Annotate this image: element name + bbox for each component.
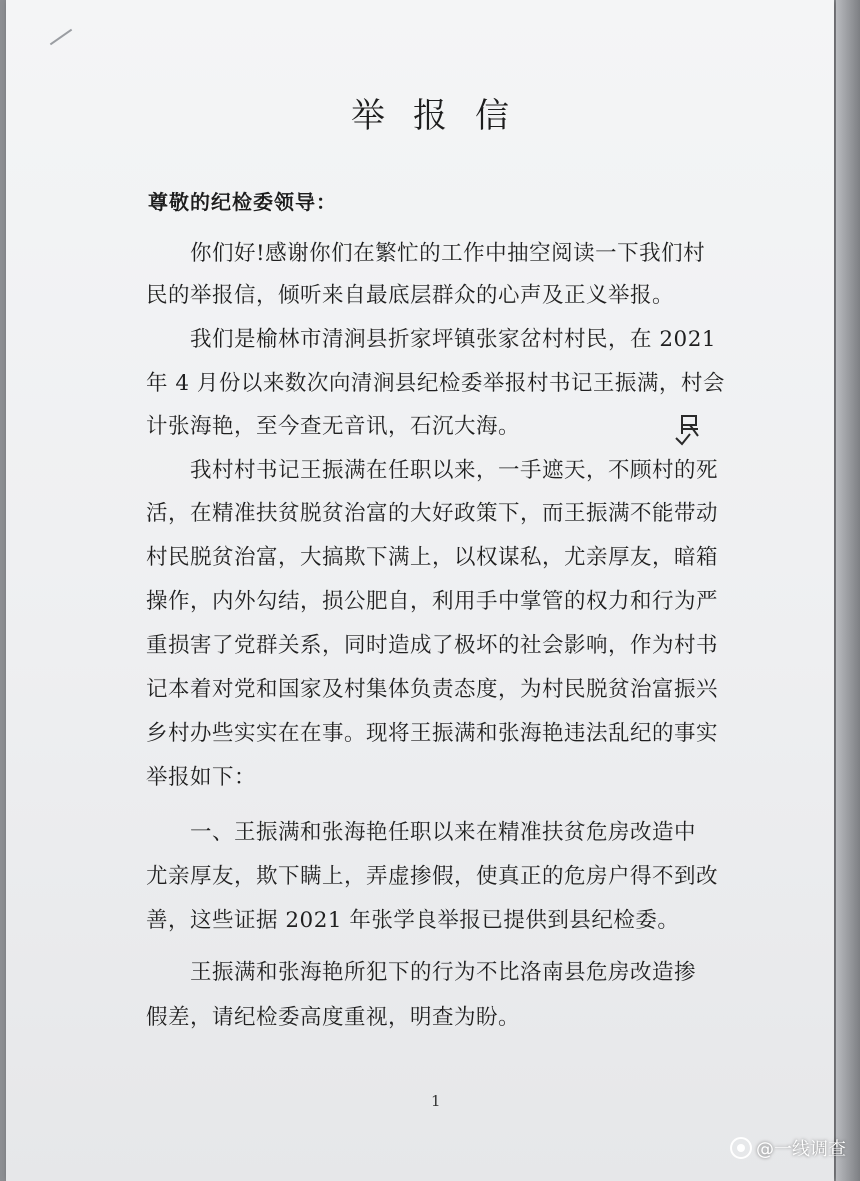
watermark-text: @一线调查 <box>756 1139 846 1160</box>
body-line: 假差，请纪检委高度重视，明查为盼。 <box>146 1005 521 1030</box>
toutiao-logo-icon <box>730 1137 752 1159</box>
body-line: 举报如下： <box>146 765 257 790</box>
document-title: 举报信 <box>351 96 537 136</box>
body-line: 我们是榆林市清涧县折家坪镇张家岔村村民，在 2021 <box>190 327 717 352</box>
body-line: 重损害了党群关系，同时造成了极坏的社会影响，作为村书 <box>146 633 719 658</box>
body-line: 年 4 月份以来数次向清涧县纪检委举报村书记王振满，村会 <box>146 371 725 396</box>
body-line: 善，这些证据 2021 年张学良举报已提供到县纪检委。 <box>146 908 680 933</box>
body-line: 尤亲厚友，欺下瞒上，弄虚掺假，使真正的危房户得不到改 <box>146 864 719 889</box>
body-line: 记本着对党和国家及村集体负责态度，为村民脱贫治富振兴 <box>146 677 719 702</box>
body-line: 我村村书记王振满在任职以来，一手遮天，不顾村的死 <box>190 458 719 483</box>
page-number: 1 <box>431 1092 441 1110</box>
body-line: 你们好!感谢你们在繁忙的工作中抽空阅读一下我们村 <box>190 241 706 266</box>
body-line: 活，在精准扶贫脱贫治富的大好政策下，而王振满不能带动 <box>146 501 719 526</box>
watermark <box>730 1135 846 1161</box>
body-line: 操作，内外勾结，损公肥自，利用手中掌管的权力和行为严 <box>146 589 719 614</box>
handwritten-insert <box>668 412 708 446</box>
page-stack-edge <box>836 0 860 1181</box>
body-line: 一、王振满和张海艳任职以来在精准扶贫危房改造中 <box>190 820 697 845</box>
body-line: 村民脱贫治富，大搞欺下满上，以权谋私，尤亲厚友，暗箱 <box>146 545 719 570</box>
body-line: 计张海艳，至今查无音讯，石沉大海。 <box>146 414 521 439</box>
body-line: 民的举报信，倾听来自最底层群众的心声及正义举报。 <box>146 283 675 308</box>
body-line: 王振满和张海艳所犯下的行为不比洛南县危房改造掺 <box>190 960 697 985</box>
body-line: 乡村办些实实在在事。现将王振满和张海艳违法乱纪的事实 <box>146 721 719 746</box>
salutation: 尊敬的纪检委领导： <box>148 190 337 214</box>
